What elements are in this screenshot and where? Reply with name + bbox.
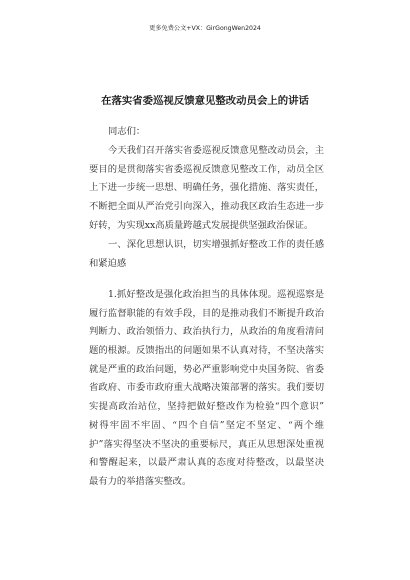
text-line: 树得牢固不牢固、“四个自信”坚定不坚定、“两个维 [89,419,324,431]
text-line: 要目的是贯彻落实省委巡视反馈意见整改工作，动员全区 [89,163,324,175]
document-title: 在落实省委巡视反馈意见整改动员会上的讲话 [101,95,309,107]
header-note: 更多免费公文+VX：GirGongWen2024 [149,25,261,32]
text-line: 履行监督职能的有效手段，目的是推动我们不断提升政治 [89,307,324,319]
text-line: 和警醒起来，以最严肃认真的态度对待整改，以最坚决 [89,457,324,469]
text-line: 上下进一步统一思想、明确任务，强化措施、落实责任， [89,182,324,194]
text-line: 题的根源。反馈指出的问题如果不认真对待，不坚决落实 [89,345,324,357]
paragraph-intro [89,142,324,235]
paragraph-point-1 [89,286,324,492]
text-line: 今天我们召开落实省委巡视反馈意见整改动员会，主 [108,145,324,156]
text-line: 一、深化思想认识，切实增强抓好整改工作的责任感 [108,239,324,250]
text-line: 不断把全面从严治党引向深入，推动我区政治生态进一步 [89,201,324,213]
text-line: 判断力、政治领悟力、政治执行力，从政治的角度看清问 [89,326,324,338]
text-line: 好转，为实现xx高质量跨越式发展提供坚强政治保证。 [89,219,314,231]
text-line: 就是严重的政治问题，势必严重影响党中央国务院、省委 [89,363,324,375]
text-line: 最有力的举措落实整改。 [89,475,192,487]
text-line: 护”落实得坚决不坚决的重要标尺，真正从思想深处重视 [89,438,324,450]
section-heading [89,236,324,273]
text-line: 1.抓好整改是强化政治担当的具体体现。巡视巡察是 [108,289,324,300]
salutation: 同志们： [108,126,146,137]
text-line: 省政府、市委市政府重大战略决策部署的落实。我们要切 [89,382,324,394]
text-line: 和紧迫感 [89,257,127,269]
text-line: 实提高政治站位，坚持把做好整改作为检验“四个意识” [89,401,324,413]
